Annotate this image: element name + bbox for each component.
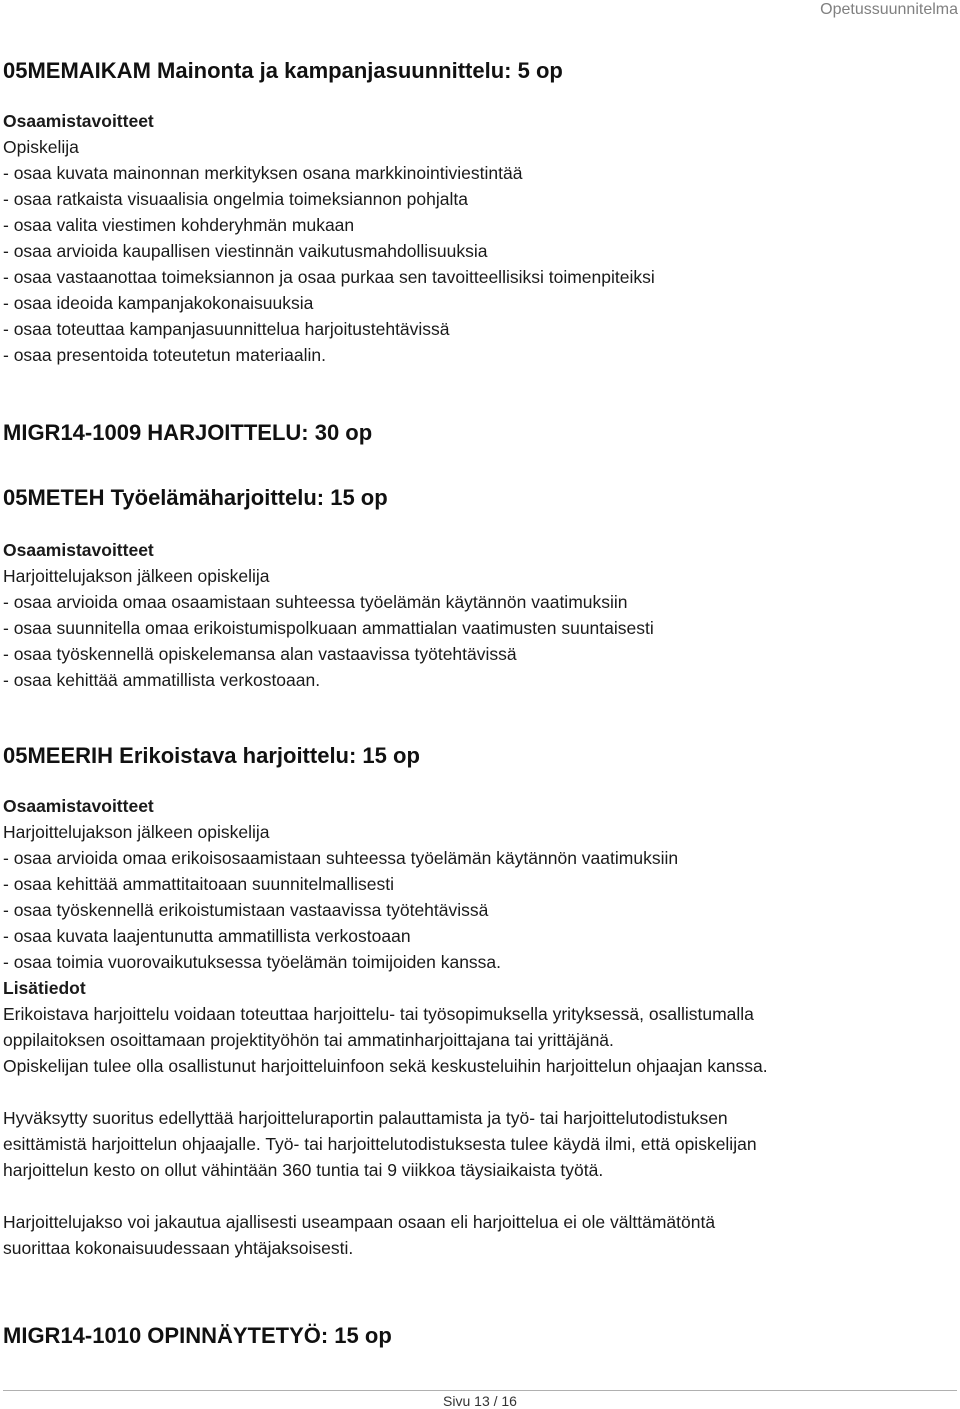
outcome-line: - osaa toimia vuorovaikutuksessa työelämän toimijoiden kanssa. bbox=[3, 952, 502, 972]
info-line: Harjoittelujakso voi jakautua ajallisesti useampaan osaan eli harjoittelua ei ole välttämätöntä bbox=[3, 1212, 716, 1232]
outcome-line: - osaa työskennellä erikoistumistaan vastaavissa työtehtävissä bbox=[3, 900, 489, 920]
section-erikoistava-body bbox=[3, 793, 953, 1261]
course-title-mainonta: 05MEMAIKAM Mainonta ja kampanjasuunnittelu: 5 op bbox=[3, 58, 563, 83]
learning-outcomes-heading: Osaamistavoitteet bbox=[3, 796, 154, 816]
outcome-line: - osaa vastaanottaa toimeksiannon ja osaa purkaa sen tavoitteellisiksi toimenpiteiksi bbox=[3, 267, 655, 287]
outcome-line: - osaa arvioida kaupallisen viestinnän vaikutusmahdollisuuksia bbox=[3, 241, 488, 261]
outcome-line: - osaa kehittää ammatillista verkostoaan. bbox=[3, 670, 321, 690]
info-line: esittämistä harjoittelun ohjaajalle. Työ- tai harjoittelutodistuksesta tulee käydä ilmi, että opiskelijan bbox=[3, 1134, 757, 1154]
outcome-line: - osaa presentoida toteutetun materiaalin. bbox=[3, 345, 326, 365]
section-tyoelama-body bbox=[3, 537, 953, 693]
outcome-line: - osaa työskennellä opiskelemansa alan vastaavissa työtehtävissä bbox=[3, 644, 517, 664]
learning-outcomes-heading: Osaamistavoitteet bbox=[3, 540, 154, 560]
outcome-line: - osaa arvioida omaa osaamistaan suhteessa työelämän käytännön vaatimuksiin bbox=[3, 592, 628, 612]
module-title-opinnaytetyo: MIGR14-1010 OPINNÄYTETYÖ: 15 op bbox=[3, 1323, 392, 1348]
info-line: Hyväksytty suoritus edellyttää harjoitteluraportin palauttamista ja työ- tai harjoittelutodistuksen bbox=[3, 1108, 728, 1128]
outcome-line: Harjoittelujakson jälkeen opiskelija bbox=[3, 566, 270, 586]
outcome-line: - osaa ratkaista visuaalisia ongelmia toimeksiannon pohjalta bbox=[3, 189, 468, 209]
learning-outcomes-heading: Osaamistavoitteet bbox=[3, 111, 154, 131]
outcome-line: - osaa kuvata laajentunutta ammatillista verkostoaan bbox=[3, 926, 411, 946]
paragraph-gap bbox=[3, 1183, 953, 1209]
footer-divider bbox=[3, 1390, 957, 1391]
outcome-line: Harjoittelujakson jälkeen opiskelija bbox=[3, 822, 270, 842]
info-line: harjoittelun kesto on ollut vähintään 360 tuntia tai 9 viikkoa täysiaikaista työtä. bbox=[3, 1160, 604, 1180]
info-line: Erikoistava harjoittelu voidaan toteuttaa harjoittelu- tai työsopimuksella yrityksessä, osallistumalla bbox=[3, 1004, 754, 1024]
outcome-line: - osaa ideoida kampanjakokonaisuuksia bbox=[3, 293, 314, 313]
info-line: suorittaa kokonaisuudessaan yhtäjaksoisesti. bbox=[3, 1238, 354, 1258]
document-header-label: Opetussuunnitelma bbox=[820, 1, 958, 18]
outcome-line: Opiskelija bbox=[3, 137, 79, 157]
page-number: Sivu 13 / 16 bbox=[443, 1393, 517, 1409]
outcome-line: - osaa kehittää ammattitaitoaan suunnitelmallisesti bbox=[3, 874, 395, 894]
outcome-line: - osaa toteuttaa kampanjasuunnittelua harjoitustehtävissä bbox=[3, 319, 450, 339]
outcome-line: - osaa valita viestimen kohderyhmän mukaan bbox=[3, 215, 355, 235]
section-mainonta-body bbox=[3, 108, 953, 368]
outcome-line: - osaa kuvata mainonnan merkityksen osana markkinointiviestintää bbox=[3, 163, 523, 183]
additional-info-heading: Lisätiedot bbox=[3, 978, 86, 998]
course-title-tyoelamaharjoittelu: 05METEH Työelämäharjoittelu: 15 op bbox=[3, 485, 388, 510]
outcome-line: - osaa suunnitella omaa erikoistumispolkuaan ammattialan vaatimusten suuntaisesti bbox=[3, 618, 654, 638]
course-title-erikoistava-harjoittelu: 05MEERIH Erikoistava harjoittelu: 15 op bbox=[3, 743, 420, 768]
info-line: oppilaitoksen osoittamaan projektityöhön tai ammatinharjoittajana tai yrittäjänä. bbox=[3, 1030, 614, 1050]
module-title-harjoittelu: MIGR14-1009 HARJOITTELU: 30 op bbox=[3, 420, 373, 445]
outcome-line: - osaa arvioida omaa erikoisosaamistaan suhteessa työelämän käytännön vaatimuksiin bbox=[3, 848, 679, 868]
info-line: Opiskelijan tulee olla osallistunut harjoitteluinfoon sekä keskusteluihin harjoittelun ohjaajan kanssa. bbox=[3, 1056, 768, 1076]
paragraph-gap bbox=[3, 1079, 953, 1105]
